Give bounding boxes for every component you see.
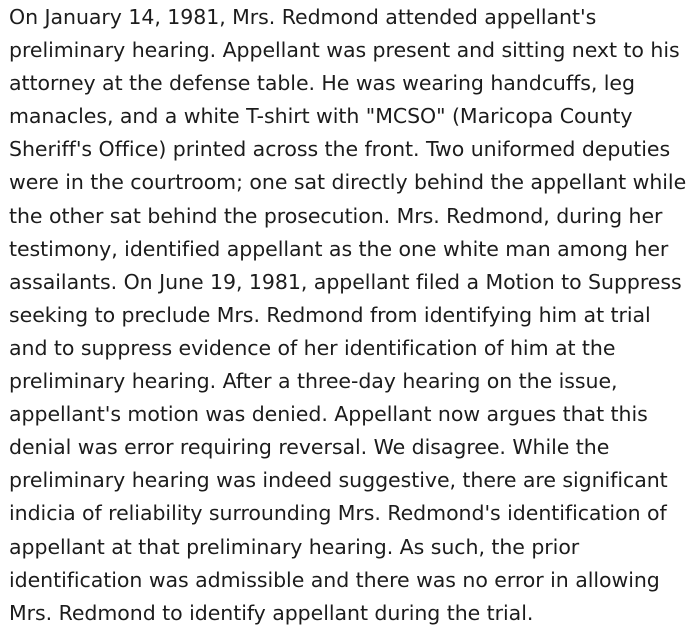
- text-line: seeking to preclude Mrs. Redmond from identifying him at trial: [9, 302, 651, 327]
- text-line: identification was admissible and there was no error in allowing: [9, 567, 660, 592]
- text-line: manacles, and a white T-shirt with "MCSO" (Maricopa County: [9, 104, 633, 129]
- text-line: appellant's motion was denied. Appellant now argues that this: [9, 402, 648, 427]
- text-line: Sheriff's Office) printed across the front. Two uniformed deputies: [9, 137, 671, 162]
- text-line: denial was error requiring reversal. We disagree. While the: [9, 435, 610, 460]
- body-paragraph: [9, 1, 700, 630]
- text-line: preliminary hearing. Appellant was present and sitting next to his: [9, 38, 680, 63]
- text-line: the other sat behind the prosecution. Mrs. Redmond, during her: [9, 203, 663, 228]
- text-line: and to suppress evidence of her identification of him at the: [9, 335, 616, 360]
- text-line: preliminary hearing. After a three-day hearing on the issue,: [9, 369, 618, 394]
- text-line: assailants. On June 19, 1981, appellant filed a Motion to Suppress: [9, 269, 682, 294]
- text-line: appellant at that preliminary hearing. As such, the prior: [9, 534, 580, 559]
- text-line: Mrs. Redmond to identify appellant during the trial.: [9, 600, 534, 625]
- text-line: preliminary hearing was indeed suggestive, there are significant: [9, 468, 668, 493]
- text-line: testimony, identified appellant as the one white man among her: [9, 236, 669, 261]
- text-line: were in the courtroom; one sat directly behind the appellant while: [9, 170, 687, 195]
- text-line: On January 14, 1981, Mrs. Redmond attended appellant's: [9, 5, 597, 29]
- text-line: indicia of reliability surrounding Mrs. Redmond's identification of: [9, 501, 667, 526]
- text-line: attorney at the defense table. He was wearing handcuffs, leg: [9, 71, 635, 96]
